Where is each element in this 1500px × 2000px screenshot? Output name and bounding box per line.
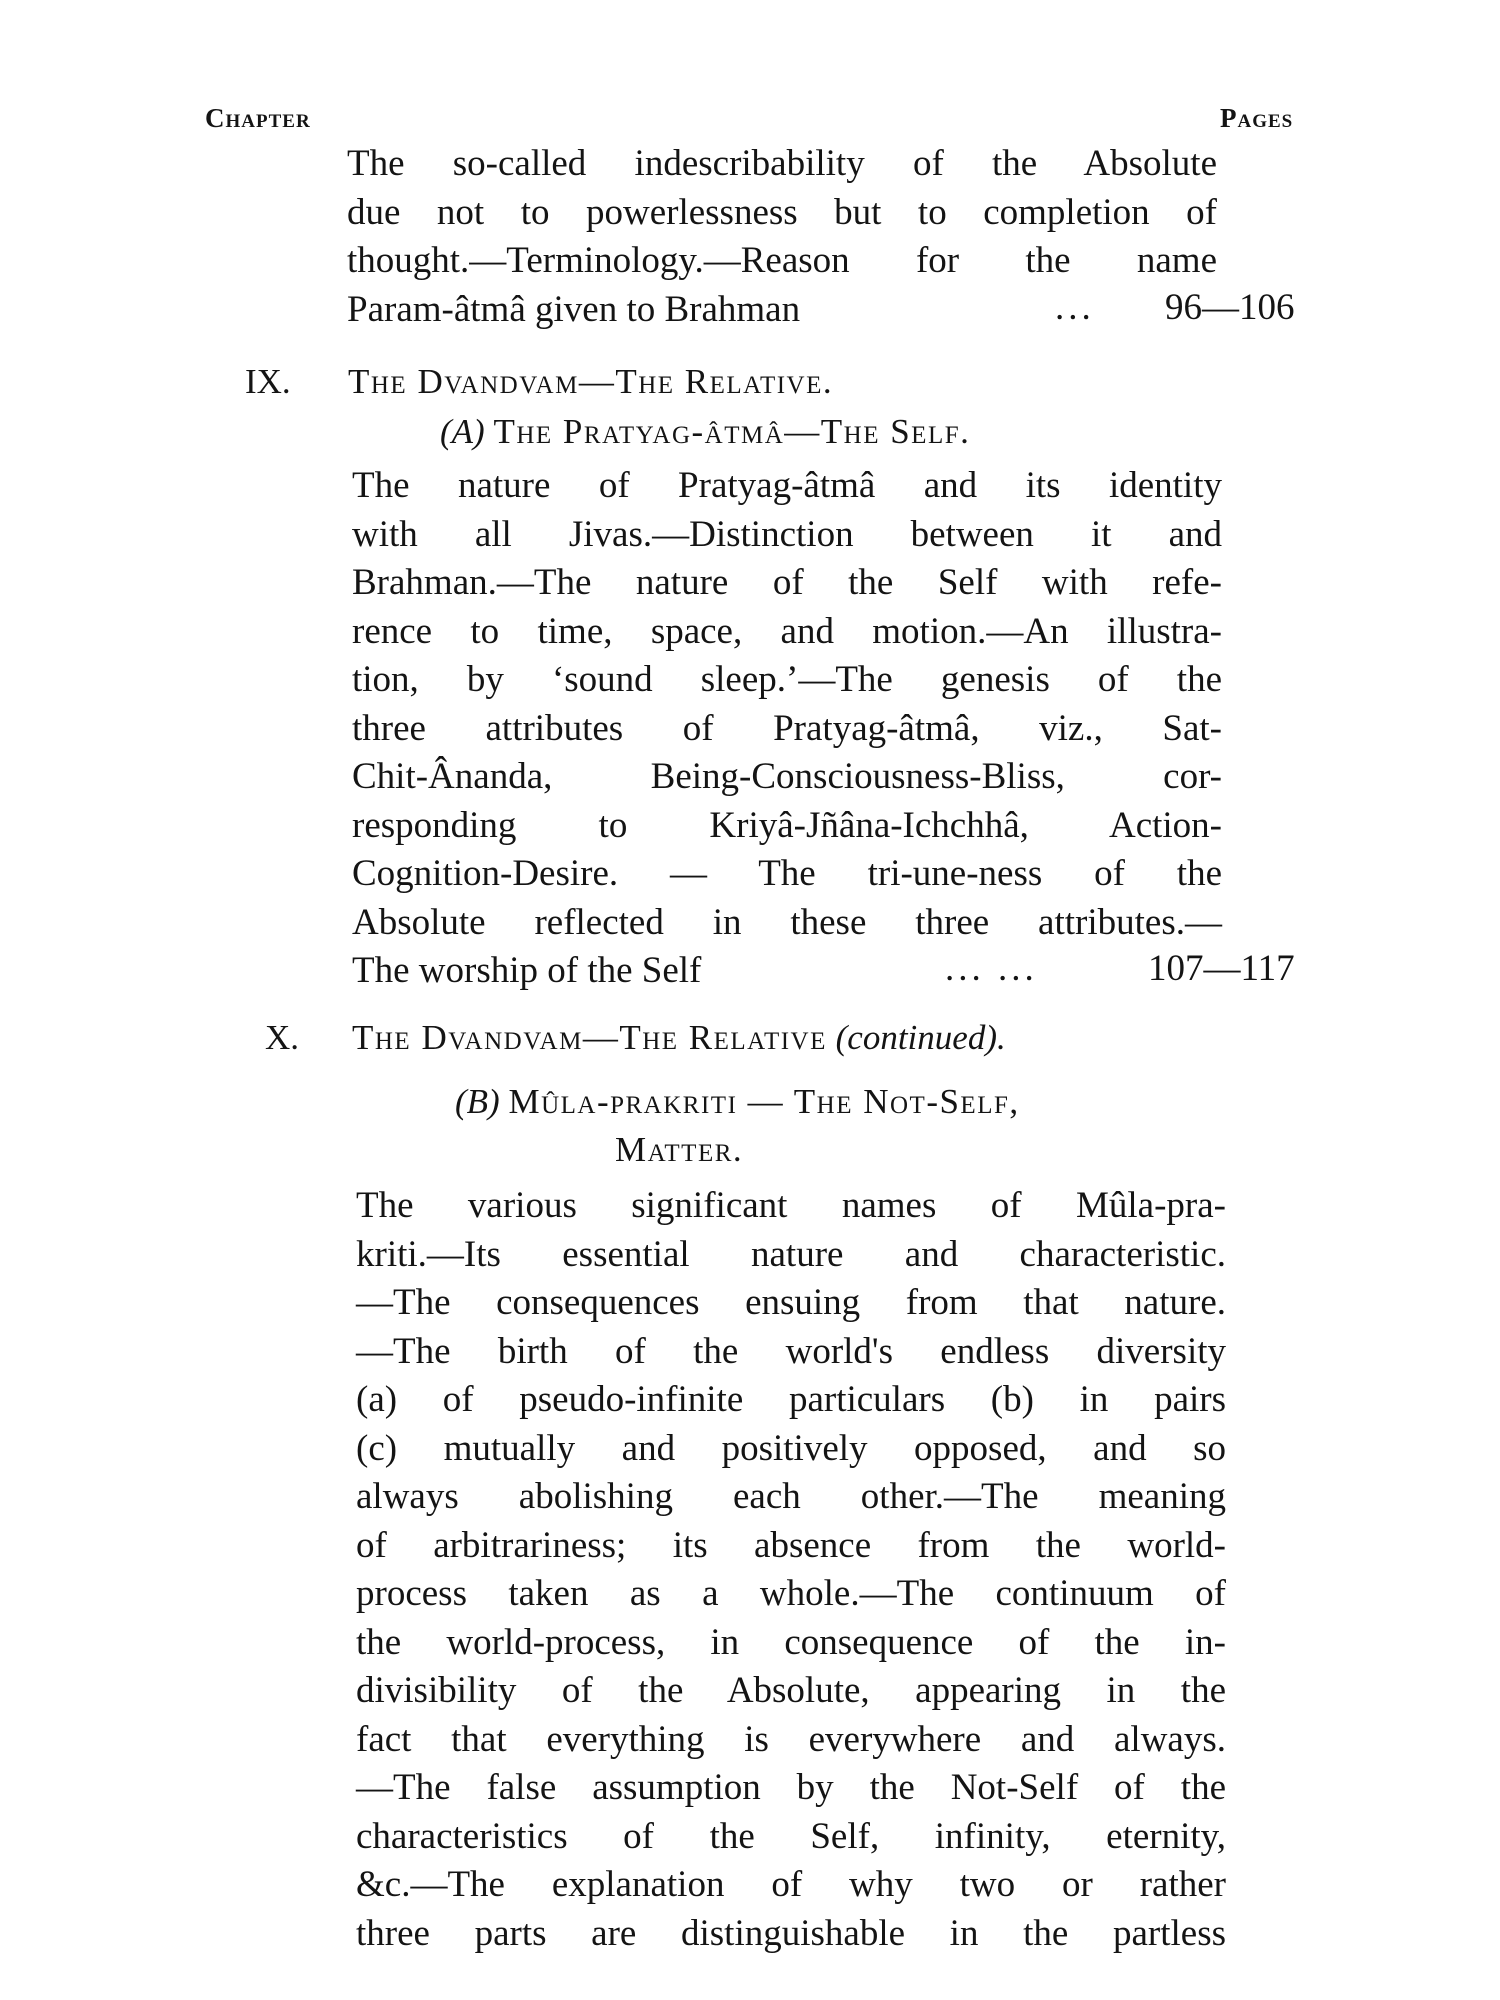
summary-line: of arbitrariness; its absence from the world- <box>356 1524 1226 1566</box>
leader-dots: ... <box>1055 287 1095 328</box>
chapter-column-header: Chapter <box>205 103 311 133</box>
summary-line: the world-process, in consequence of the in- <box>356 1621 1226 1663</box>
summary-line: tion, by ‘sound sleep.’—The genesis of the <box>352 659 1222 700</box>
chapter-title: The Dvandvam—The Relative. <box>348 362 834 401</box>
summary-line: Absolute reflected in these three attributes.— <box>352 901 1222 943</box>
summary-line: three attributes of Pratyag-âtmâ, viz., Sat- <box>352 707 1222 749</box>
subtitle-marker: (B) <box>455 1082 500 1121</box>
subtitle-text: Mûla-prakriti — The Not-Self, <box>508 1082 1020 1121</box>
chapter-ix-summary <box>352 462 1222 996</box>
subtitle-text: The Pratyag-âtmâ—The Self. <box>493 412 971 451</box>
page-range: 107—117 <box>1148 948 1295 989</box>
summary-line: thought.—Terminology.—Reason for the name <box>347 240 1217 281</box>
leader-dots: ... ... <box>945 948 1038 989</box>
summary-line: always abolishing each other.—The meaning <box>356 1476 1226 1517</box>
summary-line: The various significant names of Mûla-pra- <box>356 1185 1226 1226</box>
page-range: 96—106 <box>1165 287 1295 328</box>
summary-line: responding to Kriyâ-Jñâna-Ichchhâ, Action- <box>352 804 1222 846</box>
summary-line: —The consequences ensuing from that nature. <box>356 1282 1226 1323</box>
summary-line: fact that everything is everywhere and always. <box>356 1718 1226 1760</box>
summary-line: due not to powerlessness but to completion of <box>347 191 1217 233</box>
chapter-number: IX. <box>245 362 291 401</box>
summary-line: characteristics of the Self, infinity, eternity, <box>356 1815 1226 1857</box>
summary-line: Chit-Ânanda, Being-Consciousness-Bliss, cor- <box>352 756 1222 797</box>
summary-line: &c.—The explanation of why two or rather <box>356 1864 1226 1905</box>
summary-line: The nature of Pratyag-âtmâ and its identity <box>352 465 1222 506</box>
summary-line: Param-âtmâ given to Brahman <box>347 288 801 330</box>
summary-line: three parts are distinguishable in the partless <box>356 1912 1226 1954</box>
summary-line: Brahman.—The nature of the Self with refe- <box>352 562 1222 603</box>
chapter-x-summary <box>356 1182 1226 1958</box>
summary-line: with all Jivas.—Distinction between it and <box>352 513 1222 555</box>
chapter-number: X. <box>265 1018 300 1057</box>
summary-line: The worship of the Self <box>352 950 702 991</box>
subtitle-marker: (A) <box>440 412 485 451</box>
summary-line: Cognition-Desire. — The tri-une-ness of the <box>352 853 1222 894</box>
summary-line: —The birth of the world's endless diversity <box>356 1330 1226 1372</box>
pages-column-header: Pages <box>1220 103 1294 133</box>
summary-line: (a) of pseudo-infinite particulars (b) in pairs <box>356 1379 1226 1420</box>
summary-line: kriti.—Its essential nature and characteristic. <box>356 1233 1226 1275</box>
chapter-subtitle <box>440 412 970 452</box>
chapter-title <box>352 1018 1006 1058</box>
chapter-title-note: (continued). <box>835 1018 1006 1057</box>
summary-line: —The false assumption by the Not-Self of the <box>356 1767 1226 1808</box>
summary-line: rence to time, space, and motion.—An illustra- <box>352 610 1222 652</box>
summary-line: process taken as a whole.—The continuum of <box>356 1573 1226 1614</box>
chapter-subtitle-continued: Matter. <box>615 1130 744 1169</box>
summary-line: (c) mutually and positively opposed, and so <box>356 1427 1226 1469</box>
chapter-subtitle <box>455 1082 1020 1122</box>
chapter-title-text: The Dvandvam—The Relative <box>352 1018 827 1057</box>
summary-line: divisibility of the Absolute, appearing in the <box>356 1670 1226 1711</box>
summary-line: The so-called indescribability of the Absolute <box>347 143 1217 184</box>
